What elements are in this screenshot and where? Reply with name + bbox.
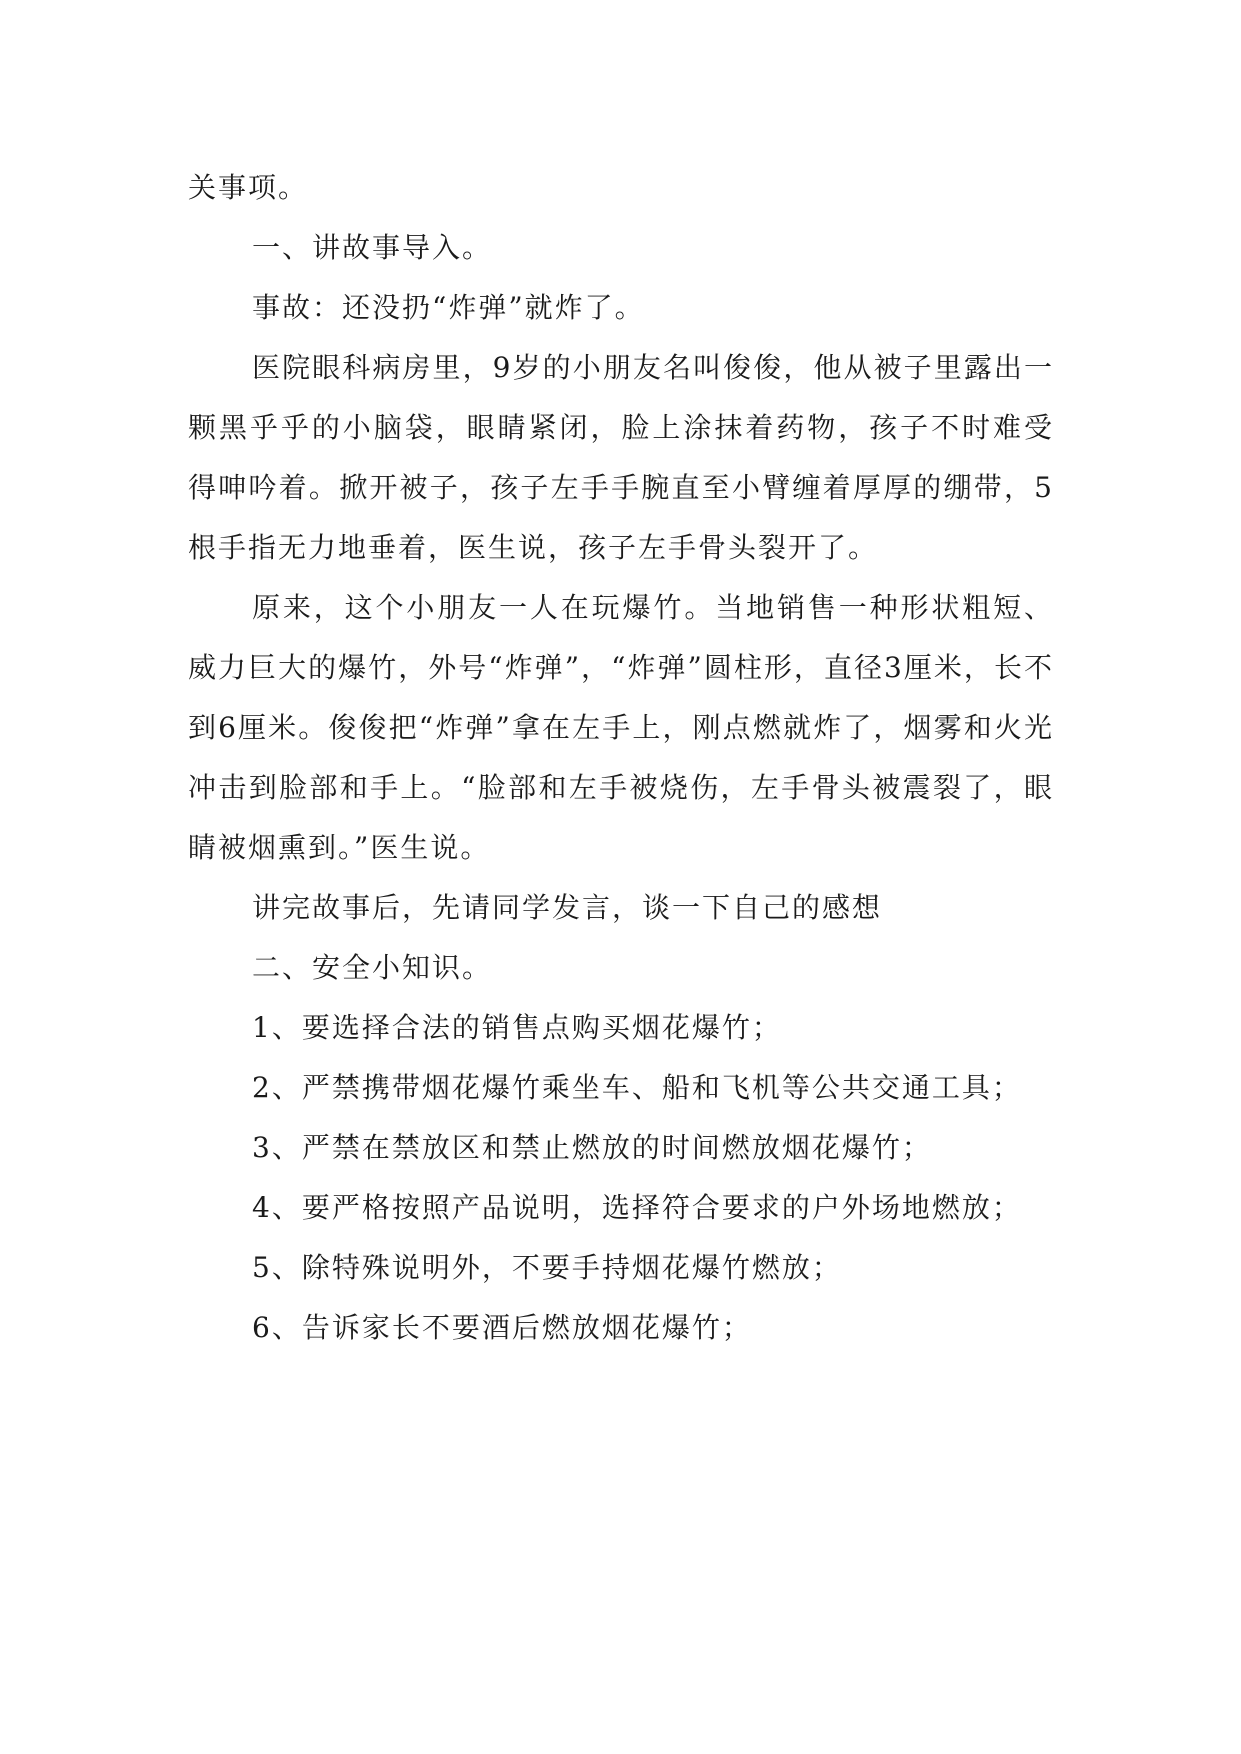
- safety-item-3: 3、严禁在禁放区和禁止燃放的时间燃放烟花爆竹；: [252, 1131, 932, 1164]
- section-heading-safety: 二、安全小知识。: [252, 951, 493, 984]
- document-body: [188, 158, 1054, 1358]
- safety-item-4: 4、要严格按照产品说明，选择符合要求的户外场地燃放；: [252, 1191, 1022, 1224]
- safety-item-2: 2、严禁携带烟花爆竹乘坐车、船和飞机等公共交通工具；: [252, 1071, 1022, 1104]
- story-paragraph-2: 原来，这个小朋友一人在玩爆竹。当地销售一种形状粗短、威力巨大的爆竹，外号“炸弹”，“炸弹”圆柱形，直径3厘米，长不到6厘米。俊俊把“炸弹”拿在左手上，刚点燃就炸了，烟雾和火光冲击到脸部和手上。“脸部和左手被烧伤，左手骨头被震裂了，眼睛被烟熏到。”医生说。: [188, 591, 1054, 864]
- discussion-prompt: 讲完故事后，先请同学发言，谈一下自己的感想: [252, 891, 883, 924]
- safety-item-1: 1、要选择合法的销售点购买烟花爆竹；: [252, 1011, 782, 1044]
- section-heading-story: 一、讲故事导入。: [252, 231, 493, 264]
- safety-item-5: 5、除特殊说明外，不要手持烟花爆竹燃放；: [252, 1251, 842, 1284]
- story-paragraph-1: 医院眼科病房里，9岁的小朋友名叫俊俊，他从被子里露出一颗黑乎乎的小脑袋，眼睛紧闭，脸上涂抹着药物，孩子不时难受得呻吟着。掀开被子，孩子左手手腕直至小臂缠着厚厚的绷带，5根手指无力地垂着，医生说，孩子左手骨头裂开了。: [188, 351, 1054, 564]
- story-title: 事故：还没扔“炸弹”就炸了。: [252, 291, 645, 324]
- paragraph-continuation: 关事项。: [188, 171, 309, 204]
- safety-item-6: 6、告诉家长不要酒后燃放烟花爆竹；: [252, 1311, 752, 1344]
